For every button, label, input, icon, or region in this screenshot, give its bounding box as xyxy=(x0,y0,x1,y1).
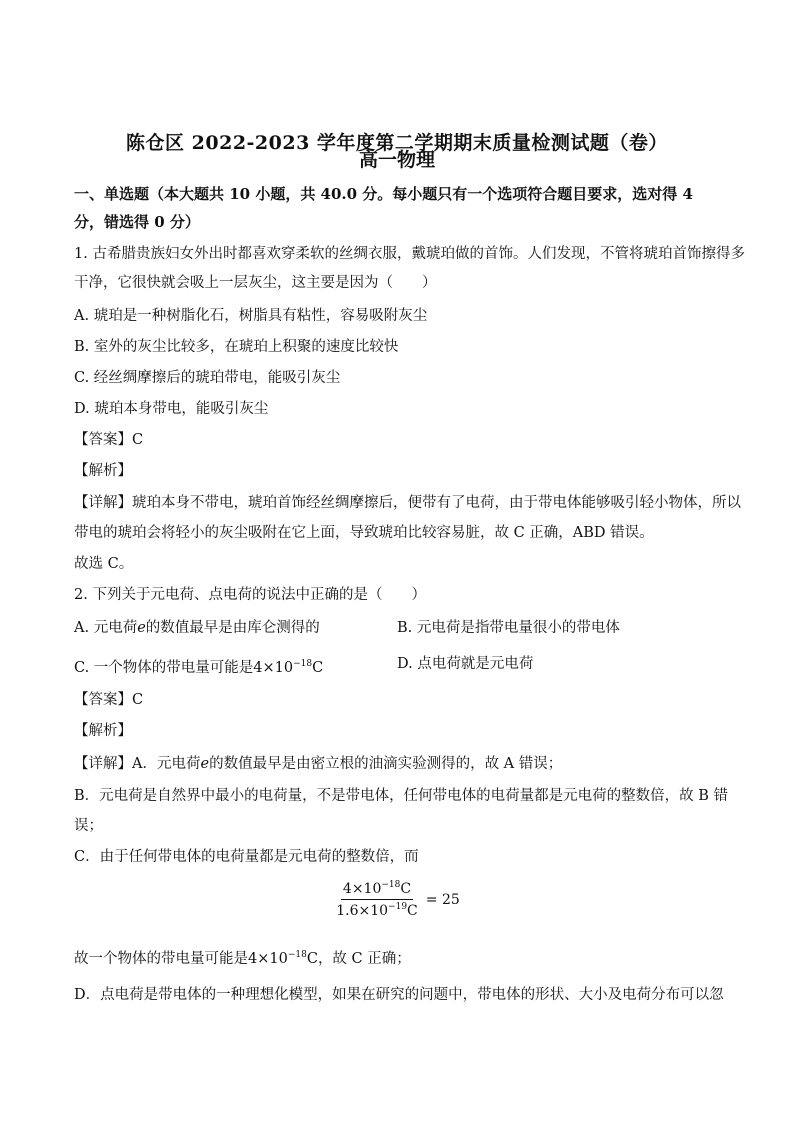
q1-option-a: A. 琥珀是一种树脂化石，树脂具有粘性，容易吸附灰尘 xyxy=(74,308,428,324)
q1-stem-line2: 干净，它很快就会吸上一层灰尘，这主要是因为（ ） xyxy=(74,275,437,291)
section-heading-line1: 一、单选题（本大题共 10 小题，共 40.0 分。每小题只有一个选项符合题目要求，选对得 4 xyxy=(74,185,693,203)
q2-option-a-suffix: 的数值最早是由库仑测得的 xyxy=(145,620,320,636)
q1-stem-line1: 1. 古希腊贵族妇女外出时都喜欢穿柔软的丝绸衣服，戴琥珀做的首饰。人们发现，不管将琥珀首饰擦得多 xyxy=(74,246,745,262)
q1-option-d: D. 琥珀本身带电，能吸引灰尘 xyxy=(74,401,269,417)
q1-conclusion: 故选 C。 xyxy=(74,556,134,572)
q2-analysis-label: 【解析】 xyxy=(74,723,132,739)
q2-detail-c-line2-unit: C xyxy=(306,951,318,967)
q1-option-c: C. 经丝绸摩擦后的琥珀带电，能吸引灰尘 xyxy=(74,370,341,386)
q1-detail-line1: 【详解】琥珀本身不带电，琥珀首饰经丝绸摩擦后，便带有了电荷，由于带电体能够吸引轻小物体，所以 xyxy=(74,495,741,511)
q2-detail-a-suffix: 的数值最早是由密立根的油滴实验测得的，故 A 错误； xyxy=(209,756,563,772)
q2-option-b: B. 元电荷是指带电量很小的带电体 xyxy=(397,620,620,636)
equation-fraction xyxy=(0,880,794,919)
q2-detail-c-line2-value: 4×10 xyxy=(248,951,288,967)
q2-option-a-prefix: A. 元电荷 xyxy=(74,620,138,636)
q2-detail-b-line1: B．元电荷是自然界中最小的电荷量，不是带电体，任何带电体的电荷量都是元电荷的整数倍，故 B 错 xyxy=(74,788,729,804)
q2-detail-c-line2-exponent: −18 xyxy=(287,950,307,960)
q2-option-c-exponent: −18 xyxy=(293,659,313,669)
numerator-value: 4×10 xyxy=(342,881,382,897)
q2-option-row-ab xyxy=(74,618,724,638)
denominator-unit: C xyxy=(407,903,418,919)
q2-stem: 2. 下列关于元电荷、点电荷的说法中正确的是（ ） xyxy=(74,587,426,603)
fraction-denominator xyxy=(334,900,420,919)
q2-detail-b-line2: 误； xyxy=(74,818,103,834)
q1-answer: 【答案】C xyxy=(74,432,144,448)
numerator-exponent: −18 xyxy=(381,880,401,890)
q2-detail-c-line2 xyxy=(74,945,724,969)
q2-option-c-value: 4×10 xyxy=(253,660,294,676)
q2-detail-c-line2-suffix: ，故 C 正确； xyxy=(317,951,411,967)
q2-option-c-unit: C xyxy=(312,660,324,676)
exam-subject: 高一物理 xyxy=(358,149,435,171)
fraction-numerator xyxy=(341,880,413,900)
q2-option-a-symbol: e xyxy=(137,620,146,636)
q1-option-b: B. 室外的灰尘比较多，在琥珀上积聚的速度比较快 xyxy=(74,339,399,355)
fraction-result: = 25 xyxy=(425,891,460,908)
exam-title: 陈仓区 2022-2023 学年度第二学期期末质量检测试题（卷） xyxy=(126,132,668,154)
denominator-value: 1.6×10 xyxy=(336,903,389,919)
q2-detail-c-line2-prefix: 故一个物体的带电量可能是 xyxy=(74,951,248,967)
q2-detail-a-prefix: 【详解】A．元电荷 xyxy=(74,756,201,772)
q1-analysis-label: 【解析】 xyxy=(74,463,132,479)
section-heading-line2: 分，错选得 0 分） xyxy=(74,213,200,231)
q1-detail-line2: 带电的琥珀会将轻小的灰尘吸附在它上面，导致琥珀比较容易脏，故 C 正确，ABD 错误。 xyxy=(74,525,654,541)
q2-option-row-cd xyxy=(74,654,724,678)
q2-option-c-prefix: C. 一个物体的带电量可能是 xyxy=(74,660,254,676)
numerator-unit: C xyxy=(400,881,412,897)
q2-answer: 【答案】C xyxy=(74,692,144,708)
q2-detail-d-line1: D．点电荷是带电体的一种理想化模型，如果在研究的问题中，带电体的形状、大小及电荷分布可以忽 xyxy=(74,987,724,1003)
q2-option-d: D. 点电荷就是元电荷 xyxy=(397,656,534,672)
q2-detail-a xyxy=(74,754,724,774)
denominator-exponent: −19 xyxy=(388,902,408,912)
q2-detail-a-symbol: e xyxy=(200,756,210,772)
q2-detail-c-line1: C．由于任何带电体的电荷量都是元电荷的整数倍，而 xyxy=(74,849,419,865)
